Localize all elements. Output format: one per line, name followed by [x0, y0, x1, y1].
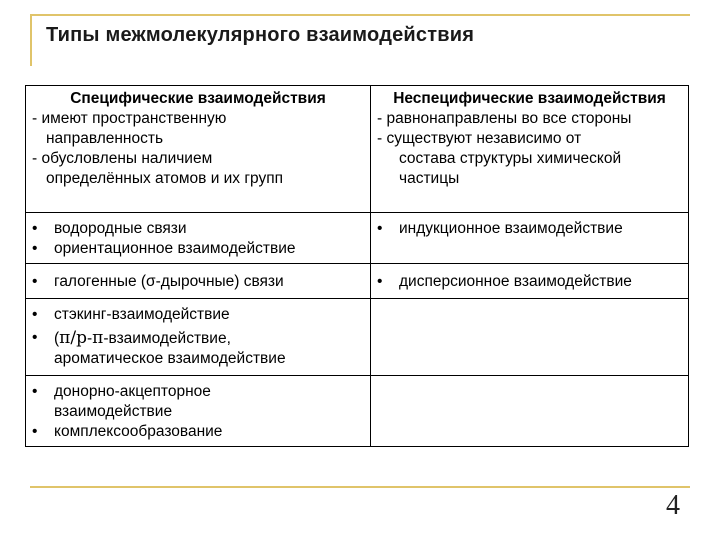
bullet-icon: •: [32, 329, 38, 346]
list-item: [32, 219, 364, 239]
complexation-text: комплексообразование: [54, 423, 223, 440]
stacking-interaction-text: стэкинг-взаимодействие: [54, 306, 230, 323]
slide-title: Типы межмолекулярного взаимодействия: [46, 24, 475, 46]
bullet-icon: •: [32, 240, 38, 257]
list-item: [32, 422, 364, 442]
nonspecific-line-1: - равнонаправлены во все стороны: [377, 110, 632, 127]
specific-heading: Специфические взаимодействия: [70, 90, 326, 107]
list-item: [377, 272, 682, 292]
left-rule: [30, 14, 32, 66]
bullet-icon: •: [32, 383, 38, 400]
list-item: [32, 239, 364, 259]
list-item: [32, 328, 364, 349]
hydrogen-bonds-text: водородные связи: [54, 220, 187, 237]
bullet-icon: •: [377, 273, 383, 290]
header-row: [26, 86, 689, 213]
nonspecific-line-4: частицы: [399, 170, 460, 187]
nonspecific-line-2: - существуют независимо от: [377, 130, 582, 147]
aromatic-interaction-text: ароматическое взаимодействие: [54, 350, 286, 367]
row-3-right: [371, 299, 689, 376]
bottom-rule: [30, 486, 690, 488]
table-row: [26, 376, 689, 447]
bullet-icon: •: [32, 306, 38, 323]
row-4-right: [371, 376, 689, 447]
row-4-left: [26, 376, 371, 447]
table-row: [26, 264, 689, 299]
bullet-icon: •: [32, 423, 38, 440]
list-item: [32, 382, 364, 422]
specific-line-1: - имеют пространственную: [32, 110, 227, 127]
nonspecific-heading: Неспецифические взаимодействия: [393, 90, 666, 107]
specific-line-3: - обусловлены наличием: [32, 150, 213, 167]
bullet-icon: •: [377, 220, 383, 237]
row-3-left: [26, 299, 371, 376]
bullet-icon: •: [32, 220, 38, 237]
list-item: [32, 272, 364, 292]
bullet-icon: •: [32, 273, 38, 290]
interactions-table: [25, 85, 689, 447]
list-item: [32, 305, 364, 325]
list-item: [377, 219, 682, 239]
specific-cell: [26, 86, 371, 213]
pi-interaction-text: (π/p-π-взаимодействие,: [54, 328, 231, 348]
table-row: [26, 213, 689, 264]
row-1-left: [26, 213, 371, 264]
top-rule: [30, 14, 690, 16]
row-2-right: [371, 264, 689, 299]
dispersion-interaction-text: дисперсионное взаимодействие: [399, 273, 632, 290]
specific-line-2: направленность: [46, 130, 164, 147]
orientation-interaction-text: ориентационное взаимодействие: [54, 240, 296, 257]
row-1-right: [371, 213, 689, 264]
halogen-bonds-text: галогенные (σ-дырочные) связи: [54, 273, 284, 290]
nonspecific-cell: [371, 86, 689, 213]
donor-acceptor-text: донорно-акцепторное взаимодействие: [54, 383, 211, 420]
page-number: 4: [666, 490, 680, 521]
specific-line-4: определённых атомов и их групп: [46, 170, 284, 187]
induction-interaction-text: индукционное взаимодействие: [399, 220, 623, 237]
row-2-left: [26, 264, 371, 299]
table-row: [26, 299, 689, 376]
nonspecific-line-3: состава структуры химической: [399, 150, 622, 167]
